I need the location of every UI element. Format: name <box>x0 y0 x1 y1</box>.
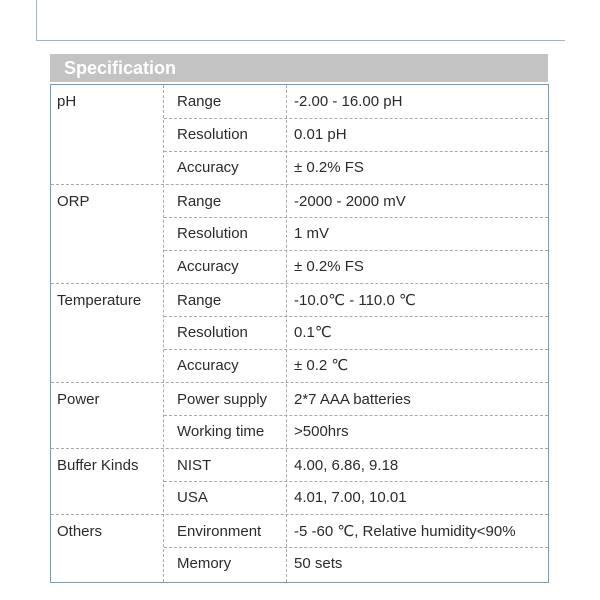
value-label: ± 0.2% FS <box>294 159 364 176</box>
table-row <box>51 85 548 118</box>
value-label: ± 0.2% FS <box>294 258 364 275</box>
category-label: Others <box>57 523 103 540</box>
value-label: 50 sets <box>294 555 343 572</box>
table-row <box>51 283 548 317</box>
attribute-label: Power supply <box>177 391 268 408</box>
spec-header: Specification <box>50 54 548 82</box>
table-row <box>51 415 548 448</box>
top-frame <box>36 0 565 41</box>
attribute-label: NIST <box>177 457 212 474</box>
spec-table <box>50 84 549 583</box>
table-row <box>51 217 548 250</box>
table-row <box>51 250 548 283</box>
attribute-label: Accuracy <box>177 159 239 176</box>
attribute-label: Memory <box>177 555 232 572</box>
table-row <box>51 184 548 218</box>
value-label: 4.01, 7.00, 10.01 <box>294 489 407 506</box>
category-label: Power <box>57 391 100 408</box>
category-label: ORP <box>57 193 90 210</box>
attribute-label: Range <box>177 193 222 210</box>
value-label: -2000 - 2000 mV <box>294 193 406 210</box>
table-row <box>51 151 548 184</box>
attribute-label: Environment <box>177 523 262 540</box>
table-row <box>51 118 548 151</box>
value-label: -10.0℃ - 110.0 ℃ <box>294 292 416 309</box>
value-label: 0.1℃ <box>294 324 332 341</box>
category-label: Temperature <box>57 292 142 309</box>
table-row <box>51 481 548 514</box>
value-label: 4.00, 6.86, 9.18 <box>294 457 399 474</box>
value-label: 1 mV <box>294 225 330 242</box>
value-label: 0.01 pH <box>294 126 347 143</box>
table-row <box>51 349 548 382</box>
value-label: -2.00 - 16.00 pH <box>294 93 403 110</box>
value-label: ± 0.2 ℃ <box>294 357 349 374</box>
attribute-label: Working time <box>177 423 265 440</box>
table-row <box>51 547 548 580</box>
table-row <box>51 316 548 349</box>
table-row <box>51 382 548 416</box>
attribute-label: USA <box>177 489 208 506</box>
value-label: 2*7 AAA batteries <box>294 391 411 408</box>
attribute-label: Range <box>177 292 222 309</box>
attribute-label: Accuracy <box>177 258 239 275</box>
value-label: -5 -60 ℃, Relative humidity<90% <box>294 523 516 540</box>
attribute-label: Range <box>177 93 222 110</box>
attribute-label: Resolution <box>177 324 248 341</box>
attribute-label: Resolution <box>177 126 248 143</box>
attribute-label: Resolution <box>177 225 248 242</box>
category-label: pH <box>57 93 77 110</box>
attribute-label: Accuracy <box>177 357 239 374</box>
table-row <box>51 514 548 548</box>
table-row <box>51 448 548 482</box>
value-label: >500hrs <box>294 423 349 440</box>
category-label: Buffer Kinds <box>57 457 139 474</box>
